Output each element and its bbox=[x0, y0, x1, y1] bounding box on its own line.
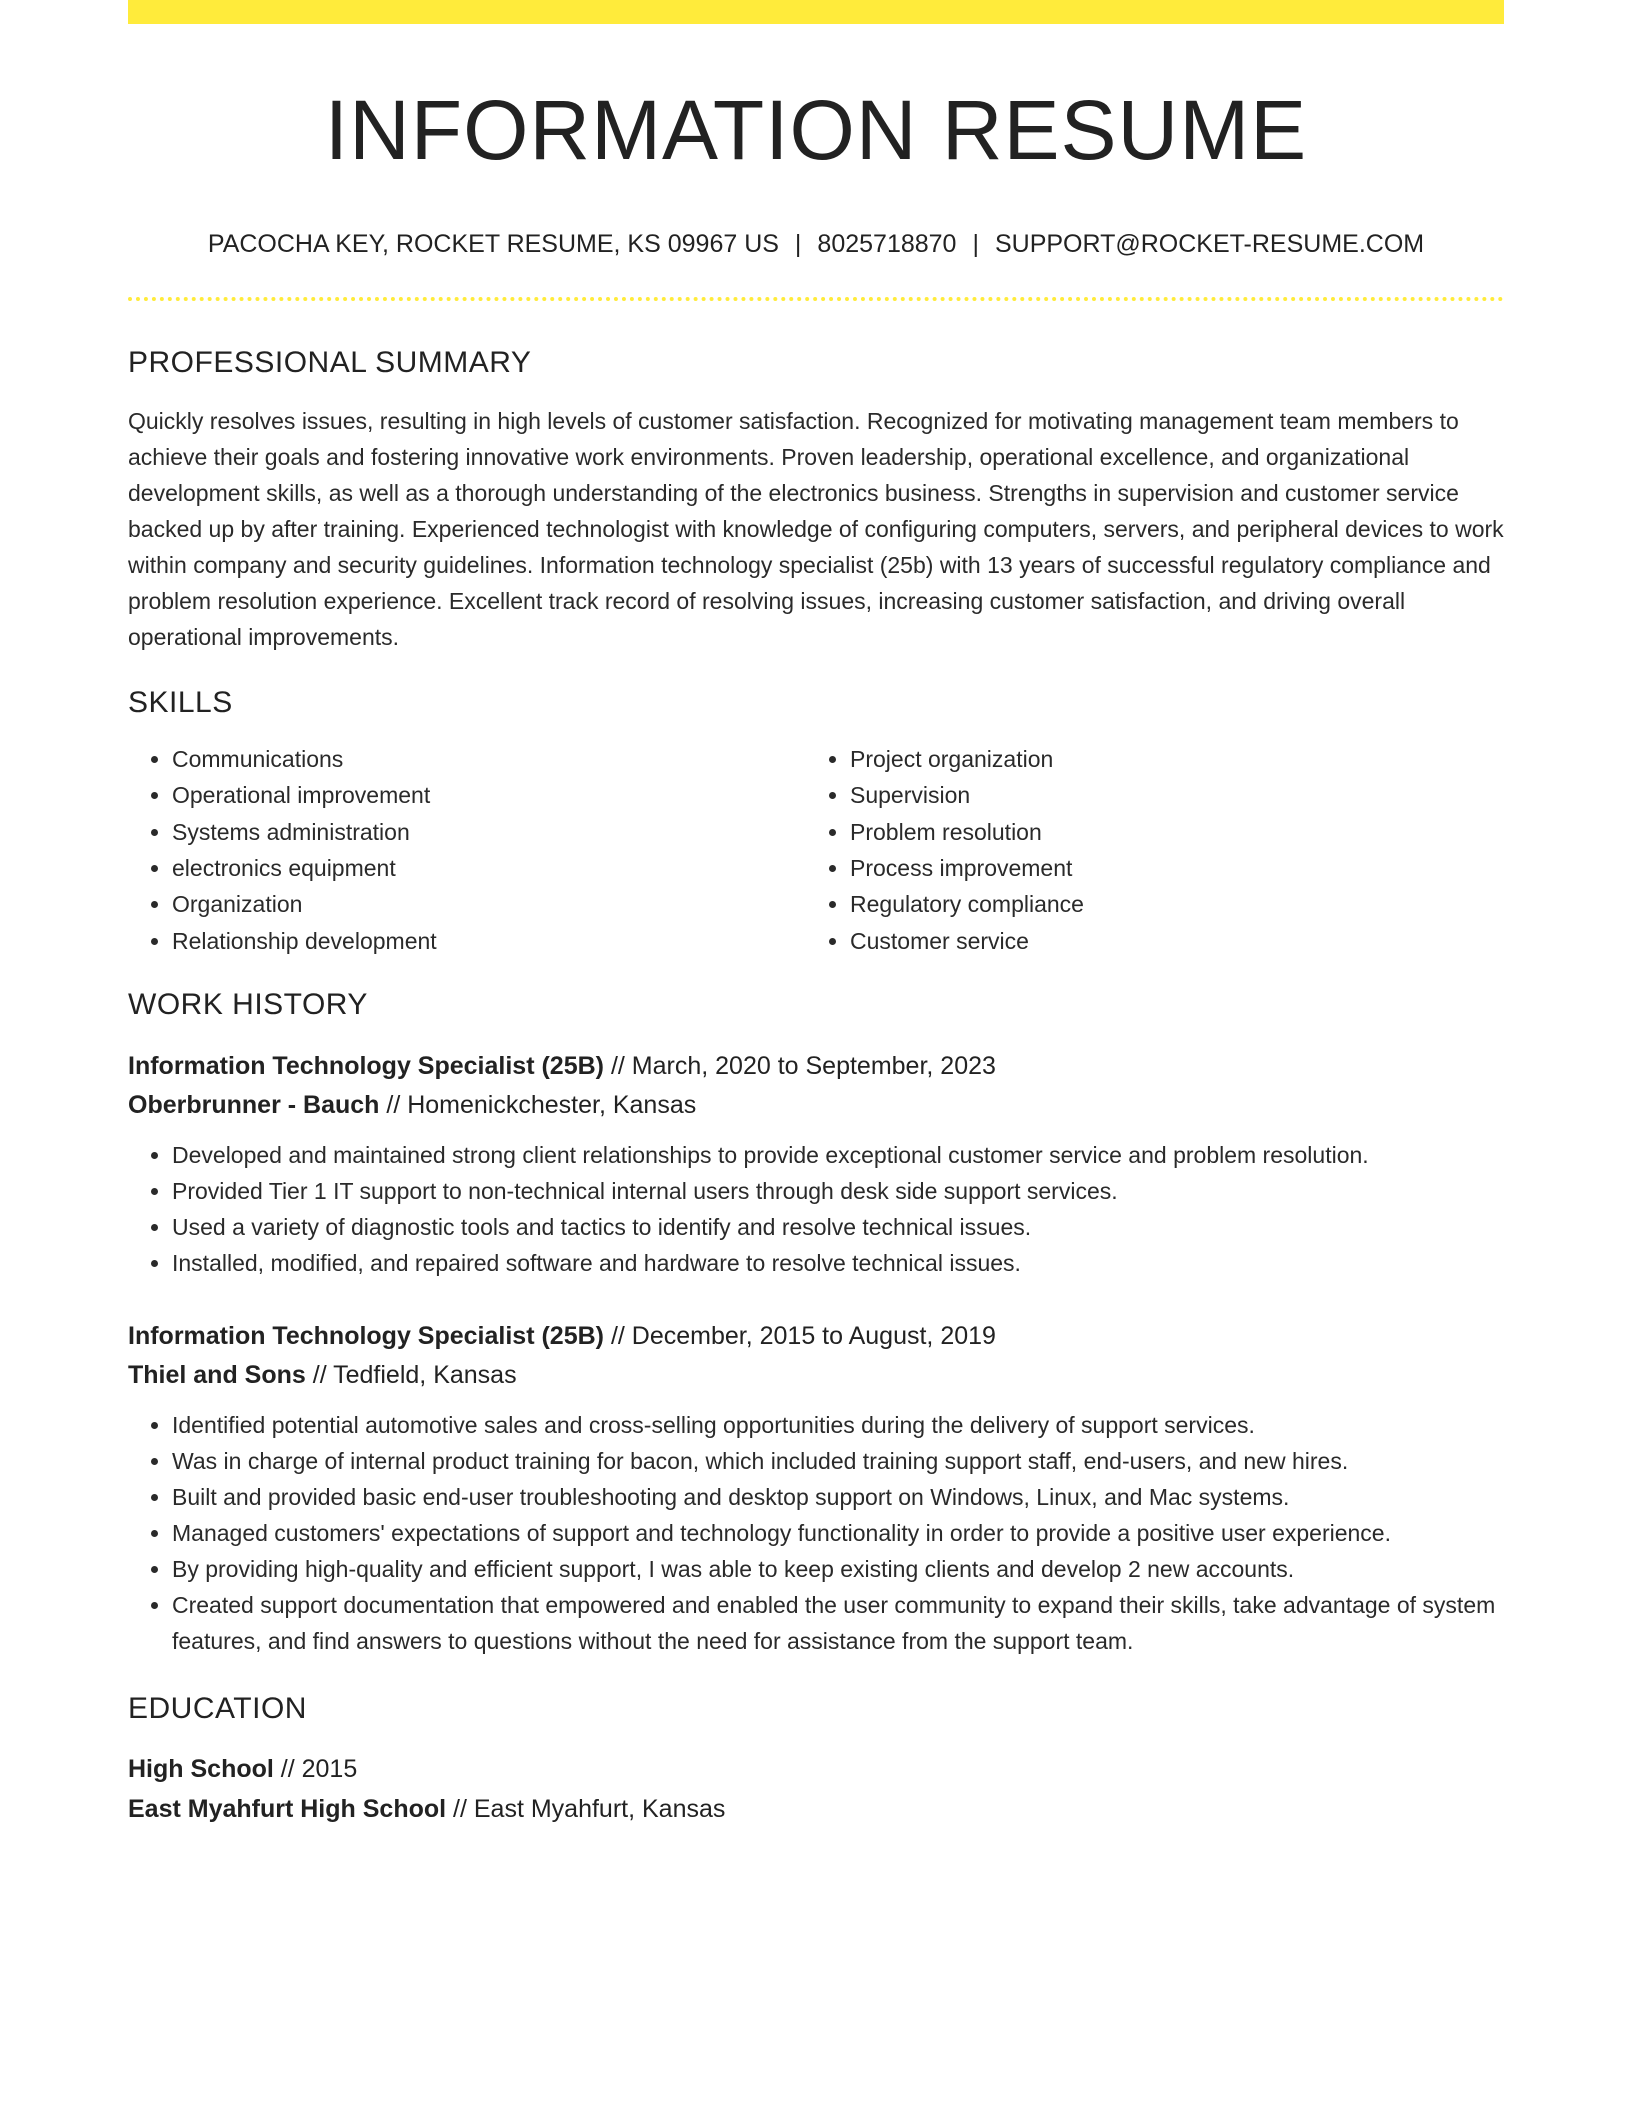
duty-item: • Provided Tier 1 IT support to non-technical internal users through desk side support services. bbox=[172, 1173, 1504, 1209]
skill-item: • electronics equipment bbox=[172, 850, 806, 886]
job-role: Information Technology Specialist (25B) bbox=[128, 1322, 604, 1351]
skill-item: • Problem resolution bbox=[850, 814, 1484, 850]
summary-heading: PROFESSIONAL SUMMARY bbox=[128, 345, 532, 379]
job-role: Information Technology Specialist (25B) bbox=[128, 1052, 604, 1081]
education-school: East Myahfurt High School bbox=[128, 1795, 447, 1824]
skill-item: • Relationship development bbox=[172, 923, 806, 959]
education-degree: High School bbox=[128, 1755, 274, 1784]
contact-address: PACOCHA KEY, ROCKET RESUME, KS 09967 US bbox=[207, 229, 779, 258]
contact-separator: | bbox=[794, 229, 802, 258]
job-duties bbox=[128, 1137, 1504, 1281]
resume-page bbox=[128, 0, 1504, 1829]
duty-item: • Developed and maintained strong client relationships to provide exceptional customer service and problem resolution. bbox=[172, 1137, 1504, 1173]
job-location: // Homenickchester, Kansas bbox=[379, 1091, 697, 1120]
duty-item: • By providing high-quality and efficient support, I was able to keep existing clients and develop 2 new accounts. bbox=[172, 1551, 1504, 1587]
skill-item: • Regulatory compliance bbox=[850, 886, 1484, 922]
skill-item: • Project organization bbox=[850, 741, 1484, 777]
skills-list bbox=[128, 741, 1504, 959]
skills-column-left bbox=[128, 741, 806, 959]
skill-item: • Communications bbox=[172, 741, 806, 777]
job-location: // Tedfield, Kansas bbox=[305, 1361, 517, 1390]
job-entry bbox=[128, 1317, 1504, 1659]
education-location: // East Myahfurt, Kansas bbox=[446, 1795, 726, 1824]
job-company-line bbox=[128, 1086, 1504, 1125]
skill-item: • Operational improvement bbox=[172, 777, 806, 813]
duty-item: • Built and provided basic end-user troubleshooting and desktop support on Windows, Linux, and Mac systems. bbox=[172, 1479, 1504, 1515]
summary-text: Quickly resolves issues, resulting in high levels of customer satisfaction. Recognized for motivating management team members to achieve their goals and fostering innovative work environments. Proven leadership, operational excellence, and organizational development skills, as well as a thorough understanding of the electronics business. Strengths in supervision and customer service backed up by after training. Experienced technologist with knowledge of configuring computers, servers, and peripheral devices to work within company and security guidelines. Information technology specialist (25b) with 13 years of successful regulatory compliance and problem resolution experience. Excellent track record of resolving issues, increasing customer satisfaction, and driving overall operational improvements. bbox=[128, 407, 1504, 650]
education-year: // 2015 bbox=[273, 1755, 358, 1784]
contact-email: SUPPORT@ROCKET-RESUME.COM bbox=[994, 229, 1425, 258]
resume-title: INFORMATION RESUME bbox=[324, 83, 1308, 177]
job-duties bbox=[128, 1407, 1504, 1659]
job-entry bbox=[128, 1047, 1504, 1281]
work-history-heading: WORK HISTORY bbox=[128, 988, 368, 1022]
duty-item: • Created support documentation that empowered and enabled the user community to expand their skills, take advantage of system features, and find answers to questions without the need for assistance from the support team. bbox=[172, 1587, 1504, 1659]
duty-item: • Managed customers' expectations of support and technology functionality in order to provide a positive user experience. bbox=[172, 1515, 1504, 1551]
contact-phone: 8025718870 bbox=[817, 229, 957, 258]
job-role-line bbox=[128, 1317, 1504, 1356]
job-company: Oberbrunner - Bauch bbox=[128, 1091, 380, 1120]
skill-item: • Supervision bbox=[850, 777, 1484, 813]
education-heading: EDUCATION bbox=[128, 1692, 307, 1726]
duty-item: • Used a variety of diagnostic tools and tactics to identify and resolve technical issues. bbox=[172, 1209, 1504, 1245]
skill-item: • Systems administration bbox=[172, 814, 806, 850]
duty-item: • Was in charge of internal product training for bacon, which included training support staff, end-users, and new hires. bbox=[172, 1443, 1504, 1479]
contact-separator: | bbox=[972, 229, 979, 258]
education-entry bbox=[128, 1749, 1504, 1829]
accent-top-bar bbox=[128, 0, 1504, 24]
dotted-divider bbox=[128, 297, 1504, 301]
skills-heading: SKILLS bbox=[128, 685, 233, 719]
education-school-line bbox=[128, 1789, 1504, 1829]
education-degree-line bbox=[128, 1749, 1504, 1789]
job-dates: // December, 2015 to August, 2019 bbox=[604, 1322, 996, 1351]
contact-line bbox=[128, 229, 1504, 259]
duty-item: • Identified potential automotive sales and cross-selling opportunities during the delivery of support services. bbox=[172, 1407, 1504, 1443]
skill-item: • Customer service bbox=[850, 923, 1484, 959]
skills-column-right bbox=[806, 741, 1484, 959]
skill-item: • Organization bbox=[172, 886, 806, 922]
duty-item: • Installed, modified, and repaired software and hardware to resolve technical issues. bbox=[172, 1245, 1504, 1281]
job-dates: // March, 2020 to September, 2023 bbox=[604, 1052, 996, 1081]
job-company: Thiel and Sons bbox=[128, 1361, 306, 1390]
job-role-line bbox=[128, 1047, 1504, 1086]
job-company-line bbox=[128, 1356, 1504, 1395]
skill-item: • Process improvement bbox=[850, 850, 1484, 886]
